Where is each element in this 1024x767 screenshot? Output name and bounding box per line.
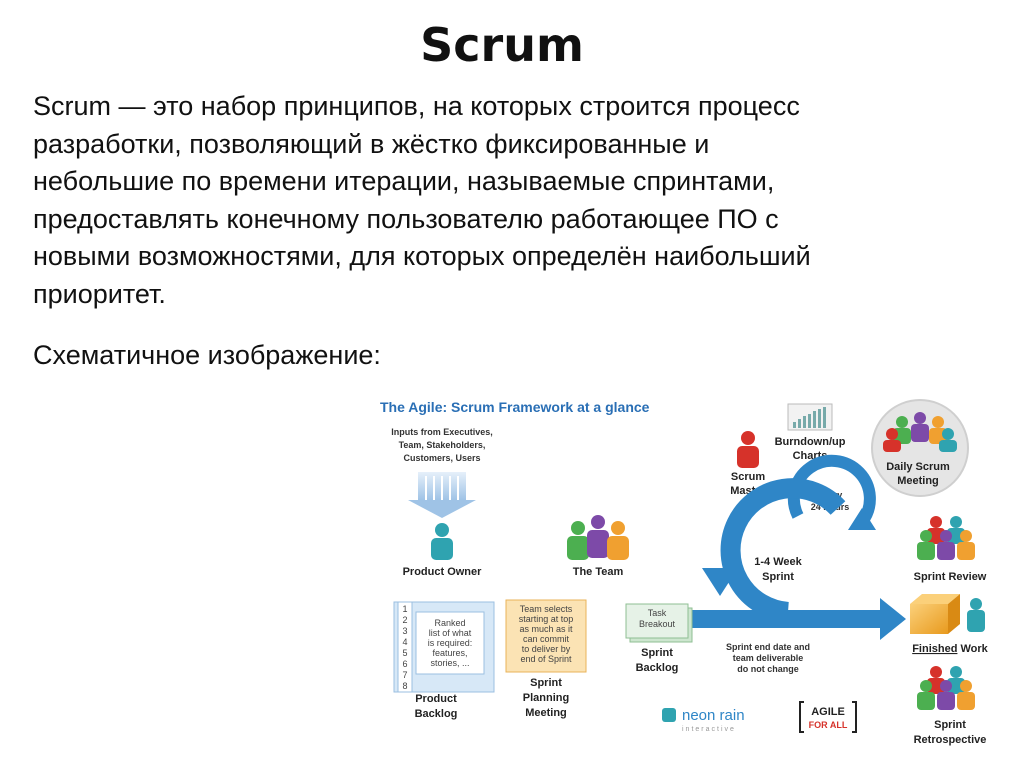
definition-line-5: новыми возможностями, для которых определён наибольший [33,241,811,271]
definition-line-2: разработки, позволяющий в жёстко фиксированные и [33,128,710,159]
every-label-2: 24 Hours [810,502,850,512]
work-word: Work [957,643,988,655]
sprint-retro-label-1: Sprint [934,719,966,731]
burndown-label-1: Burndown/up [774,436,846,448]
product-backlog-label-2: Backlog [414,708,458,720]
product-backlog-label-1: Product [415,693,457,705]
svg-text:interactive: interactive [682,726,736,733]
diagram-caption: Схематичное изображение: [33,340,381,370]
inputs-line-3: Customers, Users [403,453,481,463]
svg-text:FOR ALL: FOR ALL [808,720,848,730]
daily-scrum-label-1: Daily Scrum [886,461,950,473]
sprint-review-label: Sprint Review [913,571,987,583]
backlog-note-3: is required: [427,638,473,648]
backlog-row-5: 5 [402,648,408,658]
main-flow-arrowhead [880,598,906,640]
daily-scrum-label-2: Meeting [897,475,939,487]
team-selects-4: can commit [522,634,570,644]
team-selects-6: end of Sprint [520,654,572,664]
backlog-row-4: 4 [402,637,408,647]
backlog-row-7: 7 [402,670,408,680]
sprint-retro-label-2: Retrospective [913,734,987,746]
sprint-review-group-icon [917,516,975,560]
diagram-title: The Agile: Scrum Framework at a glance [380,399,650,415]
backlog-note-2: list of what [428,628,472,638]
svg-text:AGILE: AGILE [811,706,845,718]
scrum-framework-diagram [370,390,1010,760]
product-owner-person-icon [431,523,453,560]
product-owner-label: Product Owner [402,566,482,578]
team-selects-1: Team selects [519,604,573,614]
backlog-row-6: 6 [402,659,408,669]
team-selects-2: starting at top [518,614,574,624]
sprint-loop-label-1: 1-4 Week [754,556,802,568]
backlog-note-1: Ranked [434,618,466,628]
definition-line-6: приоритет. [33,278,166,309]
inputs-line-1: Inputs from Executives, [391,427,493,437]
team-selects-5: to deliver by [521,644,571,654]
definition-line-3: небольшие по времени итерации, называемые спринтами, [33,166,775,196]
backlog-row-8: 8 [402,681,408,691]
inputs-line-2: Team, Stakeholders, [398,440,486,450]
svg-text:neon rain: neon rain [682,707,745,724]
sprint-loop-arrow [731,488,838,612]
input-funnel-arrow [408,472,476,518]
scrum-definition [33,88,993,313]
finished-word: Finished [912,643,958,655]
finished-work-box-icon [910,594,985,634]
every-label-1: Every [817,490,843,500]
definition-line-1: Scrum — это набор принципов, на которых строится процесс [33,91,800,121]
burndown-chart-icon [788,404,832,430]
backlog-row-2: 2 [402,615,408,625]
sprint-planning-label-2: Planning [522,692,570,704]
team-persons-icon [567,515,629,560]
backlog-note-5: stories, ... [430,658,470,668]
backlog-row-3: 3 [402,626,408,636]
scrum-master-person-icon [737,431,759,468]
neon-rain-logo-icon [662,707,745,733]
slide-title: Scrum [420,18,584,72]
sprint-end-1: Sprint end date and [725,642,811,652]
sprint-backlog-label-1: Sprint [641,647,673,659]
team-selects-3: as much as it [519,624,573,634]
scrum-master-label-2: Master [730,485,766,497]
agile-for-all-logo-icon [800,702,856,732]
sprint-end-3: do not change [737,664,799,674]
sprint-backlog-label-2: Backlog [635,662,679,674]
task-breakout-2: Breakout [638,619,676,629]
backlog-note-4: features, [432,648,468,658]
sprint-loop-label-2: Sprint [762,571,794,583]
definition-line-4: предоставлять конечному пользователю работающее ПО с [33,203,779,234]
burndown-label-2: Charts [792,450,828,462]
sprint-retrospective-group-icon [917,666,975,710]
sprint-planning-label-1: Sprint [530,677,562,689]
sprint-planning-label-3: Meeting [525,707,567,719]
scrum-master-label-1: Scrum [730,471,766,483]
sprint-end-2: team deliverable [732,653,804,663]
finished-work-label [912,643,988,655]
backlog-row-1: 1 [402,604,408,614]
the-team-label: The Team [572,566,624,578]
task-breakout-1: Task [647,608,667,618]
